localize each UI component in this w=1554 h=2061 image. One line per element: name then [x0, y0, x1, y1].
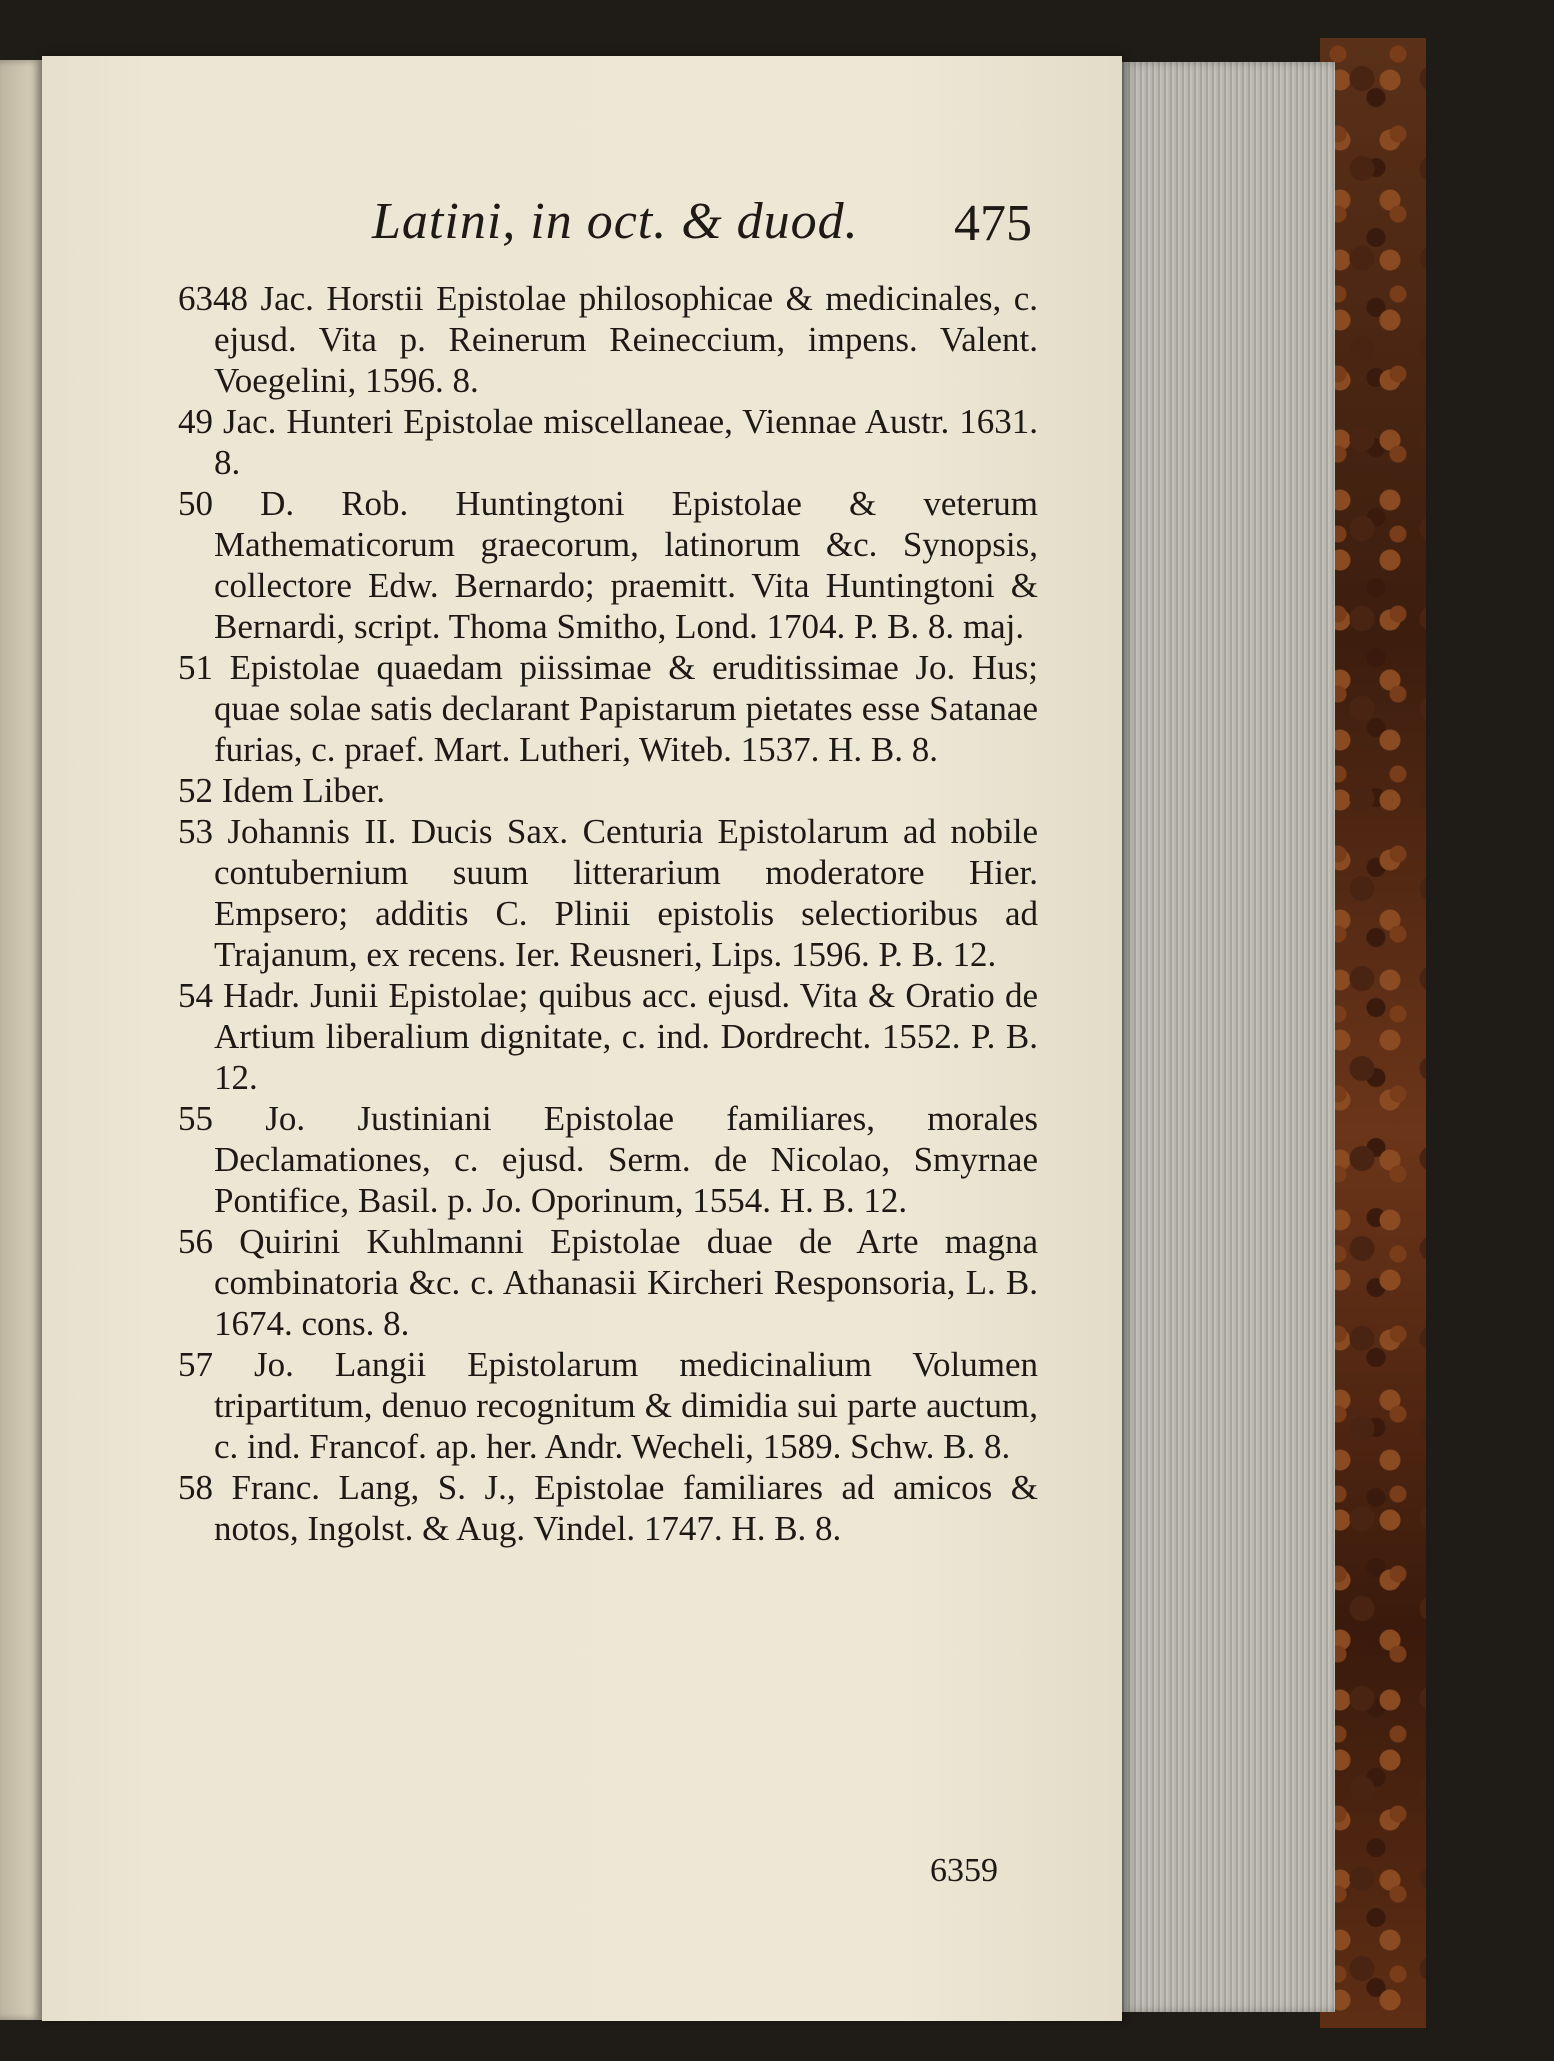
catalog-entry: 58 Franc. Lang, S. J., Epistolae familiares ad amicos & notos, Ingolst. & Aug. Vindel. 1747. H. B. 8.: [178, 1468, 1038, 1548]
catalog-entry: 54 Hadr. Junii Epistolae; quibus acc. ejusd. Vita & Oratio de Artium liberalium dignitate, c. ind. Dordrecht. 1552. P. B. 12.: [178, 976, 1038, 1097]
catalog-entry: 53 Johannis II. Ducis Sax. Centuria Epistolarum ad nobile contubernium suum litterarium moderatore Hier. Empsero; additis C. Plinii epistolis selectioribus ad Trajanum, ex recens. Ier. Reusneri, Lips. 1596. P. B. 12.: [178, 812, 1038, 974]
catalog-entry: 55 Jo. Justiniani Epistolae familiares, morales Declamationes, c. ejusd. Serm. de Nicolao, Smyrnae Pontifice, Basil. p. Jo. Oporinum, 1554. H. B. 12.: [178, 1099, 1038, 1220]
catalog-entry: 6348 Jac. Horstii Epistolae philosophicae & medicinales, c. ejusd. Vita p. Reinerum Reineccium, impens. Valent. Voegelini, 1596. 8.: [178, 279, 1038, 400]
book-cover: [1320, 38, 1426, 2028]
catalog-entries: [178, 278, 1038, 1549]
book-page: [42, 56, 1122, 2021]
page-number: 475: [954, 195, 1032, 252]
catalog-entry: 52 Idem Liber.: [178, 771, 386, 810]
left-page-edge: [0, 60, 42, 2020]
catalog-entry: 56 Quirini Kuhlmanni Epistolae duae de Arte magna combinatoria &c. c. Athanasii Kircheri Responsoria, L. B. 1674. cons. 8.: [178, 1222, 1038, 1343]
page-header: [372, 192, 1032, 252]
catalog-entry: 57 Jo. Langii Epistolarum medicinalium Volumen tripartitum, denuo recognitum & dimidia sui parte auctum, c. ind. Francof. ap. her. Andr. Wecheli, 1589. Schw. B. 8.: [178, 1345, 1038, 1466]
catalog-entry: 49 Jac. Hunteri Epistolae miscellaneae, Viennae Austr. 1631. 8.: [178, 402, 1038, 482]
catchword: 6359: [930, 1852, 998, 1889]
catalog-entry: 51 Epistolae quaedam piissimae & eruditissimae Jo. Hus; quae solae satis declarant Papistarum pietates esse Satanae furias, c. praef. Mart. Lutheri, Witeb. 1537. H. B. 8.: [178, 648, 1038, 769]
catalog-entry: 50 D. Rob. Huntingtoni Epistolae & veterum Mathematicorum graecorum, latinorum &c. Synopsis, collectore Edw. Bernardo; praemitt. Vita Huntingtoni & Bernardi, script. Thoma Smitho, Lond. 1704. P. B. 8. maj.: [178, 484, 1038, 646]
running-title: Latini, in oct. & duod.: [372, 193, 859, 250]
page-block-edge: [1120, 62, 1335, 2012]
